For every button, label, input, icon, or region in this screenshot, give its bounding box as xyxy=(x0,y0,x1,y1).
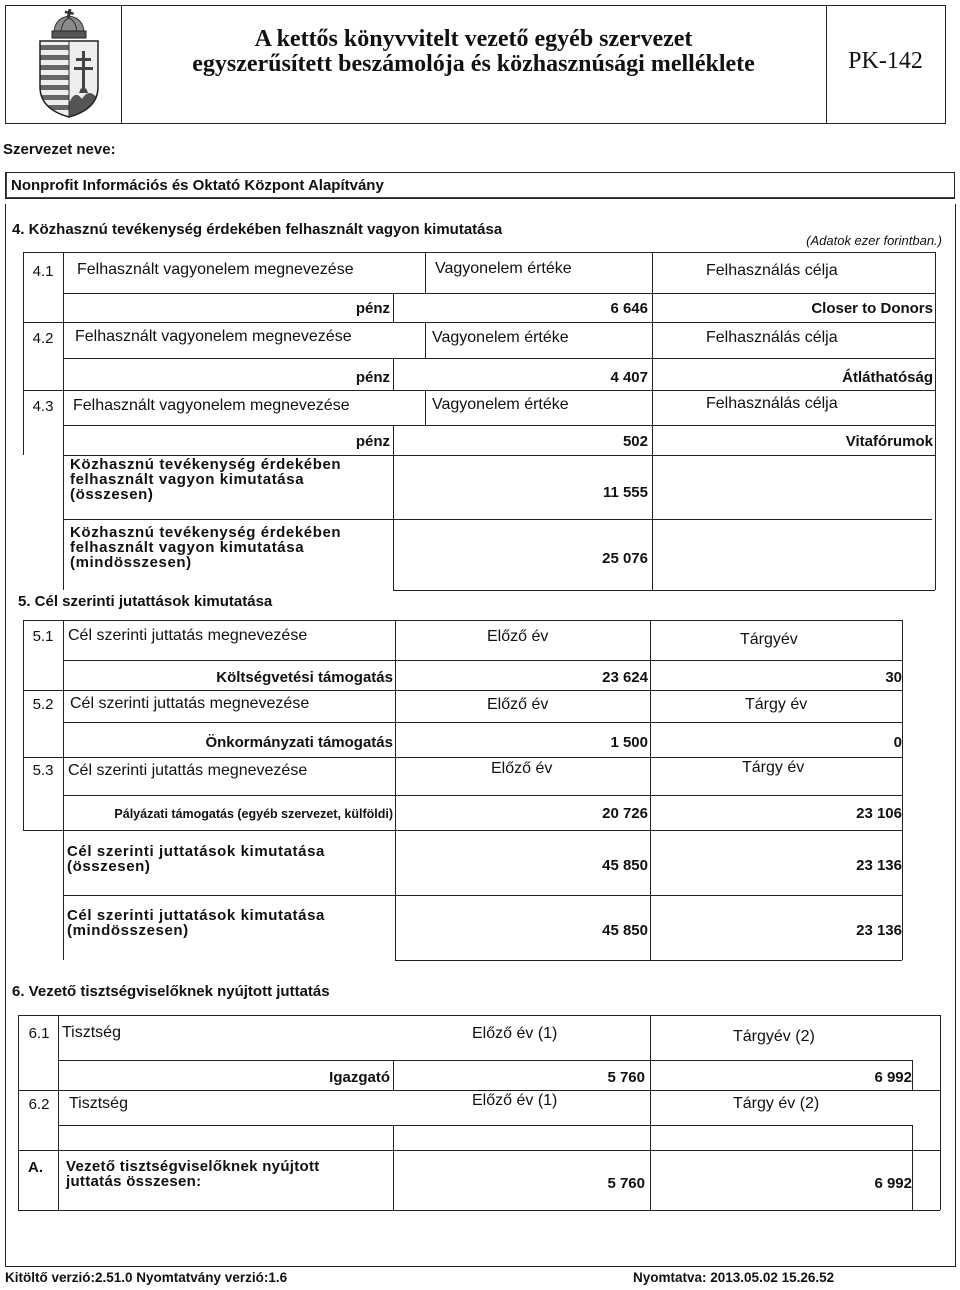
row-5-2-number: 5.2 xyxy=(32,695,54,713)
section-5-title: 5. Cél szerinti jutattások kimutatása xyxy=(18,593,273,610)
row-5-3-prev: 20 726 xyxy=(602,805,648,822)
table-rule-horizontal xyxy=(23,690,902,691)
table-rule-vertical xyxy=(912,1125,913,1150)
table-rule-horizontal xyxy=(63,795,902,796)
section-4-total-value: 11 555 xyxy=(602,483,648,501)
table-rule-vertical xyxy=(650,830,651,960)
table-rule-horizontal xyxy=(63,895,902,896)
label-line: Közhasznú tevékenység érdekében xyxy=(70,456,342,473)
row-4-2-number: 4.2 xyxy=(32,329,54,347)
label-line: Vezető tisztségviselőknek nyújtott xyxy=(66,1158,320,1175)
row-4-1-value: 6 646 xyxy=(610,300,648,317)
row-4-1-number: 4.1 xyxy=(32,262,54,280)
form-title-line-2: egyszerűsített beszámolója és közhasznúsági melléklete xyxy=(192,51,755,77)
table-rule-vertical xyxy=(650,1015,651,1090)
table-rule-vertical xyxy=(63,830,64,960)
label-line: (mindösszesen) xyxy=(67,922,189,939)
row-4-1-name-header: Felhasznált vagyonelem megnevezése xyxy=(77,261,354,278)
row-5-2-current: 0 xyxy=(893,733,902,751)
row-6-2-prev-header: Előző év (1) xyxy=(472,1092,558,1109)
table-rule-vertical xyxy=(650,620,651,690)
unit-note: (Adatok ezer forintban.) xyxy=(806,232,942,248)
row-5-1-current: 30 xyxy=(885,668,902,686)
table-rule-vertical xyxy=(23,252,24,455)
table-rule-vertical xyxy=(935,252,936,590)
table-rule-vertical xyxy=(58,1090,59,1150)
summary-prev: 5 760 xyxy=(607,1174,645,1192)
row-4-1-purpose: Closer to Donors xyxy=(811,300,933,317)
row-6-1-position-header: Tisztség xyxy=(62,1024,121,1041)
table-rule-vertical xyxy=(393,358,394,390)
summary-current: 6 992 xyxy=(874,1174,912,1192)
table-rule-vertical xyxy=(393,425,394,455)
table-rule-horizontal xyxy=(23,830,902,831)
row-6-2-number: 6.2 xyxy=(28,1095,50,1113)
row-6-1-current-header: Tárgyév (2) xyxy=(733,1028,815,1045)
row-6-2-current-header: Tárgy év (2) xyxy=(733,1095,820,1112)
table-rule-horizontal xyxy=(58,1125,912,1126)
table-rule-vertical xyxy=(63,690,64,757)
label-line: felhasznált vagyon kimutatása xyxy=(70,539,305,556)
table-rule-vertical xyxy=(393,455,394,590)
table-rule-vertical xyxy=(652,390,653,455)
row-5-1-number: 5.1 xyxy=(32,627,54,645)
section-5-total-current: 23 136 xyxy=(856,856,902,874)
row-4-3-purpose-header: Felhasználás célja xyxy=(706,395,838,412)
row-5-3-prev-header: Előző év xyxy=(491,760,553,777)
table-rule-vertical xyxy=(912,1150,913,1210)
label-line: juttatás összesen: xyxy=(66,1173,202,1190)
table-rule-vertical xyxy=(395,757,396,830)
table-rule-vertical xyxy=(63,757,64,830)
table-rule-vertical xyxy=(18,1015,19,1210)
row-4-1-purpose-header: Felhasználás célja xyxy=(706,262,838,279)
row-5-3-name: Pályázati támogatás (egyéb szervezet, külföldi) xyxy=(114,806,393,821)
table-rule-horizontal xyxy=(18,1015,940,1016)
table-rule-vertical xyxy=(393,1150,394,1210)
form-code: PK-142 xyxy=(848,48,923,74)
table-rule-vertical xyxy=(63,455,64,590)
table-rule-horizontal xyxy=(18,1150,940,1151)
row-6-1-position: Igazgató xyxy=(329,1068,390,1086)
row-4-3-purpose: Vitafórumok xyxy=(845,432,933,450)
table-rule-horizontal xyxy=(395,960,902,961)
section-5-total-prev: 45 850 xyxy=(602,856,648,874)
table-rule-vertical xyxy=(425,390,426,425)
label-line: (összesen) xyxy=(67,858,151,875)
table-rule-horizontal xyxy=(63,358,935,359)
table-rule-horizontal xyxy=(63,425,935,426)
table-rule-horizontal xyxy=(23,620,902,621)
table-rule-vertical xyxy=(393,1125,394,1150)
table-rule-horizontal xyxy=(58,1060,912,1061)
table-rule-vertical xyxy=(955,204,956,1266)
table-rule-vertical xyxy=(940,1015,941,1210)
table-rule-vertical xyxy=(902,620,903,960)
row-4-2-value-header: Vagyonelem értéke xyxy=(432,329,569,346)
table-rule-horizontal xyxy=(63,660,902,661)
section-5-grand-total-prev: 45 850 xyxy=(602,921,648,939)
table-rule-horizontal xyxy=(23,390,935,391)
table-rule-vertical xyxy=(23,620,24,830)
row-5-1-prev-header: Előző év xyxy=(487,628,549,645)
table-rule-vertical xyxy=(650,1090,651,1150)
row-5-1-name-header: Cél szerinti juttatás megnevezése xyxy=(68,627,308,644)
row-5-2-prev: 1 500 xyxy=(610,733,648,751)
label-line: (összesen) xyxy=(70,486,154,503)
table-rule-horizontal xyxy=(23,252,935,253)
table-rule-vertical xyxy=(395,620,396,690)
table-rule-vertical xyxy=(425,252,426,293)
table-rule-vertical xyxy=(425,322,426,358)
section-4-total-label xyxy=(70,457,341,502)
table-rule-vertical xyxy=(652,455,653,590)
summary-number: A. xyxy=(28,1158,43,1176)
row-6-1-prev: 5 760 xyxy=(607,1068,645,1086)
organization-name-field: Nonprofit Információs és Oktató Központ Alapítvány xyxy=(5,172,955,199)
table-rule-vertical xyxy=(393,293,394,322)
section-5-grand-total-label xyxy=(67,908,325,938)
row-6-1-prev-header: Előző év (1) xyxy=(472,1025,558,1042)
row-5-2-current-header: Tárgy év xyxy=(745,696,808,713)
organization-label: Szervezet neve: xyxy=(3,141,116,158)
row-5-2-name-header: Cél szerinti juttatás megnevezése xyxy=(70,695,310,712)
table-rule-vertical xyxy=(652,322,653,390)
row-4-2-purpose: Átláthatóság xyxy=(842,368,933,386)
row-4-3-value-header: Vagyonelem értéke xyxy=(432,396,569,413)
row-5-2-name: Önkormányzati támogatás xyxy=(205,733,393,751)
section-6-title: 6. Vezető tisztségviselőknek nyújtott juttatás xyxy=(12,983,330,1000)
row-4-2-value: 4 407 xyxy=(610,368,648,386)
section-4-title: 4. Közhasznú tevékenység érdekében felhasznált vagyon kimutatása xyxy=(12,221,503,238)
row-6-1-number: 6.1 xyxy=(28,1024,50,1042)
row-4-3-asset: pénz xyxy=(355,432,390,450)
row-4-3-number: 4.3 xyxy=(32,397,54,415)
table-rule-horizontal xyxy=(23,757,902,758)
row-4-1-value-header: Vagyonelem értéke xyxy=(435,260,572,277)
form-title-line-1: A kettős könyvvitelt vezető egyéb szervezet xyxy=(254,26,693,52)
row-6-2-position-header: Tisztség xyxy=(69,1095,128,1112)
row-4-2-purpose-header: Felhasználás célja xyxy=(706,329,838,346)
table-rule-vertical xyxy=(650,757,651,830)
section-4-grand-total-label xyxy=(70,525,341,570)
table-rule-vertical xyxy=(395,830,396,960)
table-rule-horizontal xyxy=(63,455,935,456)
table-rule-vertical xyxy=(58,1015,59,1090)
table-rule-horizontal xyxy=(23,322,935,323)
row-5-3-current-header: Tárgy év xyxy=(742,759,805,776)
label-line: (mindösszesen) xyxy=(70,554,192,571)
row-5-1-prev: 23 624 xyxy=(602,668,648,686)
row-4-2-asset: pénz xyxy=(355,368,390,386)
row-5-2-prev-header: Előző év xyxy=(487,696,549,713)
section-4-grand-total-value: 25 076 xyxy=(602,549,648,567)
table-rule-horizontal xyxy=(393,590,935,591)
table-rule-horizontal xyxy=(63,293,935,294)
label-line: Közhasznú tevékenység érdekében xyxy=(70,524,342,541)
row-4-3-name-header: Felhasznált vagyonelem megnevezése xyxy=(73,397,350,414)
table-rule-vertical xyxy=(58,1150,59,1210)
label-line: Cél szerinti juttatások kimutatása xyxy=(67,907,325,924)
table-rule-horizontal xyxy=(18,1210,940,1211)
label-line: Cél szerinti juttatások kimutatása xyxy=(67,843,325,860)
coat-of-arms-icon xyxy=(34,9,104,119)
row-4-2-name-header: Felhasznált vagyonelem megnevezése xyxy=(75,328,352,345)
row-4-1-asset: pénz xyxy=(355,300,390,317)
row-5-3-number: 5.3 xyxy=(32,761,54,779)
table-rule-vertical xyxy=(912,1060,913,1090)
row-5-1-name: Költségvetési támogatás xyxy=(216,668,393,686)
table-rule-vertical xyxy=(650,690,651,757)
table-rule-horizontal xyxy=(5,1266,956,1267)
row-5-3-name-header: Cél szerinti jutattás megnevezése xyxy=(68,762,308,779)
table-rule-vertical xyxy=(650,1150,651,1210)
table-rule-horizontal xyxy=(18,1090,940,1091)
label-line: felhasznált vagyon kimutatása xyxy=(70,471,305,488)
table-rule-horizontal xyxy=(63,722,902,723)
table-rule-vertical xyxy=(63,252,64,322)
table-rule-vertical xyxy=(393,1060,394,1090)
table-rule-vertical xyxy=(63,390,64,455)
table-rule-vertical xyxy=(63,322,64,390)
row-5-3-current: 23 106 xyxy=(856,805,902,822)
footer-printed-date: Nyomtatva: 2013.05.02 15.26.52 xyxy=(633,1270,835,1285)
footer-versions: Kitöltő verzió:2.51.0 Nyomtatvány verzió:1.6 xyxy=(5,1270,288,1285)
table-rule-vertical xyxy=(63,620,64,690)
table-rule-vertical xyxy=(5,204,6,1266)
table-rule-vertical xyxy=(652,252,653,322)
form-header xyxy=(5,5,946,124)
section-5-total-label xyxy=(67,844,325,874)
row-6-1-current: 6 992 xyxy=(874,1068,912,1086)
row-5-1-current-header: Tárgyév xyxy=(740,631,798,648)
row-4-3-value: 502 xyxy=(622,432,648,450)
summary-label xyxy=(66,1159,320,1189)
table-rule-vertical xyxy=(395,690,396,757)
section-5-grand-total-current: 23 136 xyxy=(856,921,902,939)
table-rule-horizontal xyxy=(63,519,932,520)
